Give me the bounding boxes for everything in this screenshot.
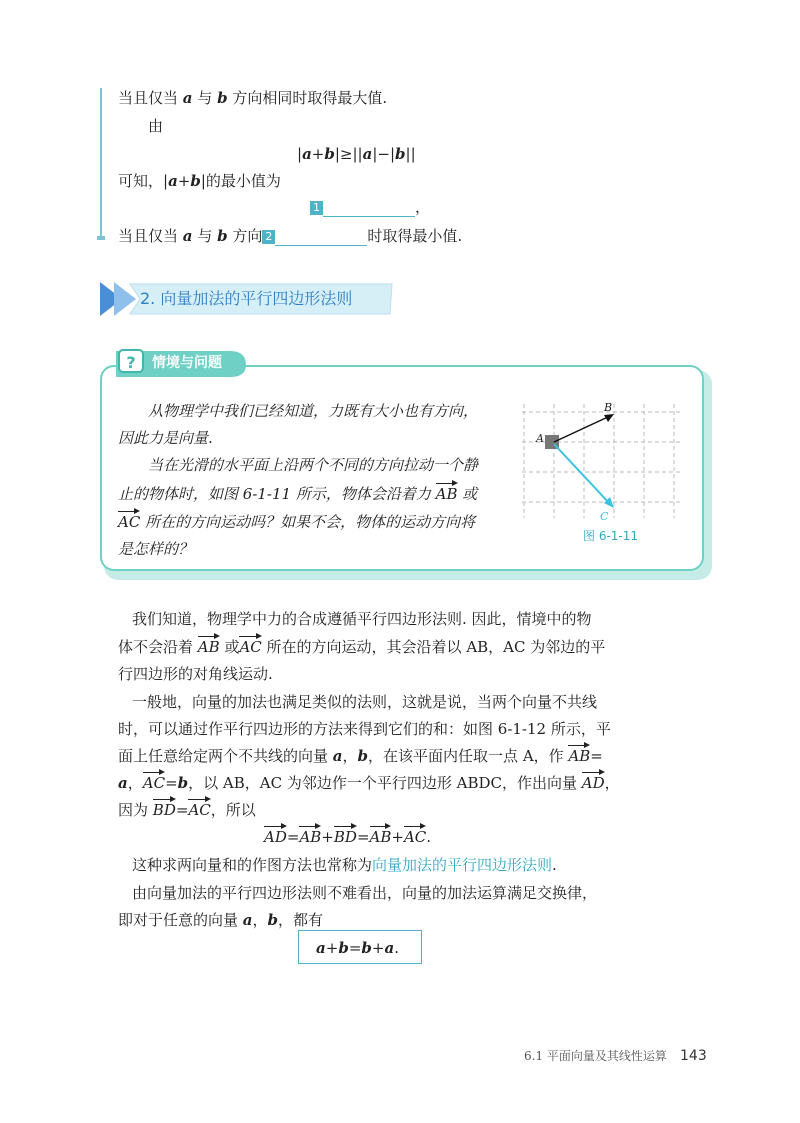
- boxed-formula-text: a+b=b+a.: [316, 939, 399, 957]
- figure-6-1-11: [516, 398, 686, 530]
- blank-line-1: [323, 202, 415, 217]
- body-p2-l3: 面上任意给定两个不共线的向量 a，b，在该平面内任取一点 A，作 AB=: [118, 747, 603, 765]
- section-heading: 2. 向量加法的平行四边形法则: [140, 289, 353, 308]
- top-line-5: 当且仅当 a 与 b 方向 2 时取得最小值.: [118, 227, 463, 245]
- blank-line-2[interactable]: [275, 231, 367, 246]
- scenario-p2-line3: AC 所在的方向运动吗？如果不会，物体的运动方向将: [118, 513, 476, 531]
- fill-blank-1[interactable]: 1 ，: [310, 197, 430, 217]
- page-number: 143: [680, 1048, 707, 1064]
- body-p2-l1: 一般地，向量的加法也满足类似的法则，这就是说，当两个向量不共线: [132, 693, 598, 711]
- body-p2-l5: 因为 BD=AC，所以: [118, 801, 256, 819]
- body-p1-l1: 我们知道，物理学中力的合成遵循平行四边形法则. 因此，情境中的物: [132, 610, 592, 628]
- svg-text:?: ?: [126, 353, 136, 372]
- scenario-p2-line2: 止的物体时，如图 6-1-11 所示，物体会沿着力 AB 或: [118, 485, 478, 503]
- blank-number-1: 1: [310, 201, 323, 215]
- left-margin-bar: [100, 88, 102, 238]
- footer-section: 6.1 平面向量及其线性运算: [524, 1049, 667, 1063]
- body-p1-l2: 体不会沿着 AB 或AC 所在的方向运动，其会沿着以 AB，AC 为邻边的平: [118, 638, 606, 656]
- scenario-p1-line1: 从物理学中我们已经知道，力既有大小也有方向，: [148, 402, 479, 420]
- body-equation: AD=AB+BD=AB+AC.: [264, 828, 432, 846]
- figure-caption: 图 6-1-11: [583, 529, 639, 543]
- scenario-p2-line1: 当在光滑的水平面上沿两个不同的方向拉动一个静: [148, 456, 479, 474]
- question-icon: [116, 347, 148, 377]
- body-p2-l4: a，AC=b，以 AB，AC 为邻边作一个平行四边形 ABDC，作出向量 AD，: [118, 774, 620, 792]
- top-formula: |a+b|≥||a|−|b||: [297, 145, 416, 163]
- top-line-2: 由: [148, 117, 164, 135]
- body-p4-l1: 由向量加法的平行四边形法则不难看出，向量的加法运算满足交换律，: [132, 884, 598, 902]
- label-c: C: [600, 510, 609, 523]
- body-p1-l3: 行四边形的对角线运动.: [118, 665, 273, 683]
- vector-ab: [554, 416, 610, 442]
- scenario-p1-line2: 因此力是向量.: [118, 429, 213, 447]
- key-term: 向量加法的平行四边形法则: [372, 856, 553, 874]
- label-a: A: [536, 432, 544, 445]
- body-p3: 这种求两向量和的作图方法也常称为向量加法的平行四边形法则.: [132, 856, 557, 874]
- body-p2-l2: 时，可以通过作平行四边形的方法来得到它们的和：如图 6-1-12 所示，平: [118, 720, 611, 738]
- top-line-1: 当且仅当 a 与 b 方向相同时取得最大值.: [118, 89, 388, 107]
- left-margin-bar-end: [97, 236, 105, 240]
- vector-ac: [554, 444, 610, 504]
- scenario-p2-line4: 是怎样的？: [118, 540, 194, 558]
- top-line-3: 可知，|a+b|的最小值为: [118, 172, 281, 190]
- label-b: B: [604, 401, 613, 414]
- scenario-tab-label: 情境与问题: [152, 355, 222, 371]
- figure-grid: [522, 404, 680, 518]
- blank-number-2: 2: [262, 230, 275, 244]
- body-p4-l2: 即对于任意的向量 a，b，都有: [118, 911, 324, 929]
